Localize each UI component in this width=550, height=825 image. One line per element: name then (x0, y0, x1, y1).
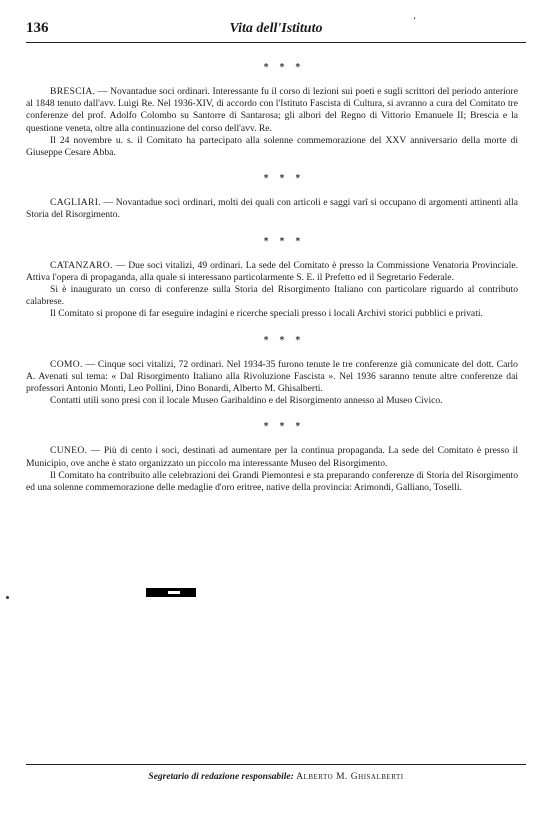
section-paragraph: Contatti utili sono presi con il locale Museo Garibaldino e del Risorgimento annesso al Museo Civico. (50, 395, 443, 407)
city-name: CUNEO. (50, 445, 88, 457)
section-paragraph: Si è inaugurato un corso di conferenze sulla Storia del Risorgimento Italiano con particolare riguardo al contributo calabrese. (26, 284, 518, 308)
section-paragraph: Il Comitato si propone di far eseguire indagini e ricerche speciali presso i locali Archivi storici pubblici e privati. (50, 308, 483, 320)
city-name: BRESCIA. (50, 86, 96, 97)
footer-label: Segretario di redazione responsabile: (148, 772, 294, 782)
section-paragraph (26, 445, 518, 469)
footer-credit (26, 772, 526, 782)
section-catanzaro (26, 259, 518, 321)
section-paragraph (26, 260, 518, 284)
city-name: CATANZARO. (50, 259, 113, 271)
section-paragraph (26, 197, 518, 221)
paragraph-text: — Novantadue soci ordinari. Interessante fu il corso di lezioni sui poeti e sugli scrittori del periodo anteriore al 1848 tenuto dall'avv. Luigi Re. Nel 1936-XIV, di accordo con l'Istituto Fascista di Cultura, si avranno a cura del Comitato tre conferenze del prof. Adolfo Colombo su Santorre di Santarosa; gli albori del Regno di Vittorio Emanuele II; Brescia e la questione veneta, oltre alla continuazione del corso dell'avv. Re. (26, 86, 518, 134)
section-paragraph: Il Comitato ha contribuito alle celebrazioni dei Grandi Piemontesi e sta preparando conferenze di Storia del Risorgimento ed una solenne commemorazione delle medaglie d'oro eritree, native della provincia: Arimondi, Galliano, Toselli. (26, 469, 518, 494)
section-divider: * * * (263, 335, 305, 346)
paragraph-text: — Più di cento i soci, destinati ad aumentare per la continua propaganda. La sede del Comitato è presso il Municipio, ove anche è stato organizzato un piccolo ma interessante Museo del Risorgimento. (26, 445, 518, 469)
section-paragraph: Il 24 novembre u. s. il Comitato ha partecipato alla solenne commemorazione del XXV anniversario della morte di Giuseppe Cesare Abba. (26, 134, 518, 159)
paragraph-text: — Due soci vitalizi, 49 ordinari. La sede del Comitato è presso la Commissione Venatoria Provinciale. Attiva l'opera di propaganda, alla quale si interessano particolarmente S. E. il Prefetto ed il Segretario Federale. (26, 259, 518, 283)
sections-list (26, 62, 518, 508)
redaction-mark (146, 588, 196, 597)
paragraph-text: — Cinque soci vitalizi, 72 ordinari. Nel 1934-35 furono tenute le tre conferenze già comunicate del dott. Carlo A. Avenati sul tema: « Dal Risorgimento Italiano alla Rivoluzione Fascista ». Nel 1936 saranno tenute altre conferenze dai professori Antonio Monti, Leo Pollini, Dino Bonardi, Alberto M. Ghisalberti. (26, 358, 518, 395)
section-paragraph (26, 359, 518, 396)
margin-speck (6, 596, 9, 599)
section-cagliari (26, 197, 518, 221)
running-title: Vita dell'Istituto (229, 21, 323, 36)
section-cuneo (26, 445, 518, 494)
page-number: 136 (26, 20, 49, 36)
section-divider: * * * (263, 422, 305, 433)
section-divider: * * * (263, 236, 305, 247)
city-name: CAGLIARI. (50, 197, 101, 209)
section-divider: * * * (263, 63, 305, 73)
city-name: COMO. (50, 358, 83, 370)
header-mark: ' (413, 17, 416, 27)
section-paragraph (26, 86, 518, 135)
section-divider: * * * (263, 174, 305, 185)
section-brescia (26, 86, 518, 159)
page-header (26, 17, 526, 43)
section-como (26, 358, 518, 408)
page-footer (26, 764, 526, 785)
footer-name: Alberto M. Ghisalberti (296, 772, 404, 782)
paragraph-text: — Novantadue soci ordinari, molti dei quali con articoli e saggi varî si occupano di argomenti attinenti alla Storia del Risorgimento. (26, 197, 518, 221)
